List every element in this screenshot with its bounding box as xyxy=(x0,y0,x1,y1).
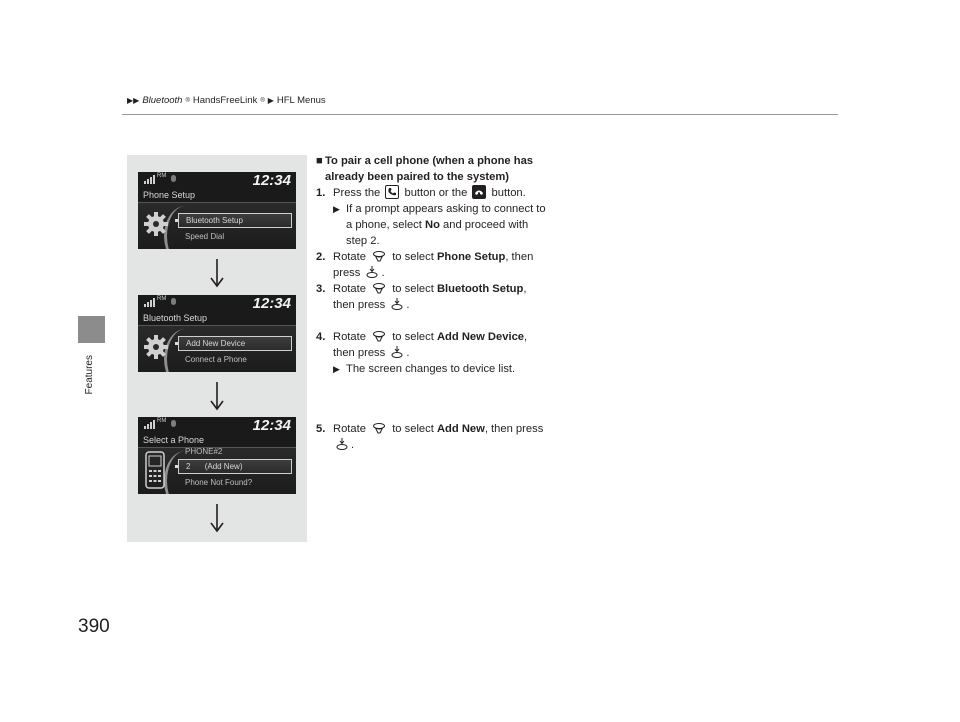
registered-mark: ® xyxy=(260,97,265,104)
selector-knob-icon xyxy=(372,281,386,295)
chevron-right-icon: ▶ xyxy=(333,204,340,214)
status-bar xyxy=(144,420,176,429)
clock: 12:34 xyxy=(252,295,291,312)
breadcrumb-bluetooth: Bluetooth xyxy=(142,95,183,106)
step-text: Rotate xyxy=(333,331,366,343)
step-bold: Phone Setup xyxy=(436,251,506,263)
step-4 xyxy=(316,329,576,361)
step-text: , then press xyxy=(484,423,544,435)
press-knob-icon xyxy=(366,265,378,279)
down-arrow-icon xyxy=(209,381,225,411)
clock: 12:34 xyxy=(252,417,291,434)
selector-knob-icon xyxy=(372,329,386,343)
illustration-panel xyxy=(127,155,307,542)
rm-label: RM xyxy=(157,296,167,302)
chevron-right-icon: ▶ xyxy=(333,364,340,374)
step-text: then press xyxy=(333,299,386,311)
menu-item[interactable]: PHONE#2 xyxy=(185,447,223,456)
step-2 xyxy=(316,249,576,281)
step-text: then press xyxy=(333,347,386,359)
screen-bluetooth-setup xyxy=(138,295,296,372)
menu-item-selected[interactable]: Bluetooth Setup xyxy=(178,213,292,228)
breadcrumb-arrow-icon: ▶ xyxy=(267,96,274,105)
pick-up-button-icon xyxy=(472,185,486,199)
note-text: and proceed with xyxy=(443,219,529,231)
bluetooth-icon xyxy=(171,420,176,427)
step-1-note xyxy=(316,201,576,249)
heading-line: already been paired to the system) xyxy=(325,171,510,183)
step-text: , then xyxy=(505,251,534,263)
step-text: to select xyxy=(392,251,434,263)
page-number: 390 xyxy=(78,616,110,637)
menu-item-selected[interactable] xyxy=(178,459,292,474)
step-text: to select xyxy=(392,331,434,343)
screen-select-a-phone xyxy=(138,417,296,494)
step-text: . xyxy=(406,347,410,359)
signal-icon xyxy=(144,298,155,307)
step-text: button or the xyxy=(404,187,468,199)
screen-title: Phone Setup xyxy=(143,190,196,200)
breadcrumb-arrow-icon: ▶▶ xyxy=(127,96,140,105)
header-rule xyxy=(122,114,838,115)
screen-title: Bluetooth Setup xyxy=(143,313,208,323)
phone-button-icon xyxy=(385,185,399,199)
menu-item-number: 2 xyxy=(186,462,191,471)
breadcrumb xyxy=(127,95,326,106)
screen-title: Select a Phone xyxy=(143,435,205,445)
menu-item-label: (Add New) xyxy=(204,462,243,471)
spacer xyxy=(316,313,576,329)
down-arrow-icon xyxy=(209,258,225,288)
note-text: If a prompt appears asking to connect to xyxy=(346,203,546,215)
step-3 xyxy=(316,281,576,313)
step-number: 1. xyxy=(316,187,326,199)
step-number: 4. xyxy=(316,331,326,343)
menu-item[interactable]: Connect a Phone xyxy=(185,355,247,364)
press-knob-icon xyxy=(391,297,403,311)
step-text: . xyxy=(351,439,355,451)
bluetooth-icon xyxy=(171,175,176,182)
breadcrumb-hfl-menus: HFL Menus xyxy=(276,95,326,106)
step-text: Rotate xyxy=(333,283,366,295)
signal-icon xyxy=(144,175,155,184)
step-text: . xyxy=(406,299,410,311)
step-number: 5. xyxy=(316,423,326,435)
section-label: Features xyxy=(84,355,95,395)
step-bold: Add New Device xyxy=(436,331,525,343)
square-bullet-icon: ■ xyxy=(316,155,323,167)
step-text: . xyxy=(381,267,385,279)
registered-mark: ® xyxy=(185,97,190,104)
note-text: step 2. xyxy=(346,235,380,247)
signal-icon xyxy=(144,420,155,429)
step-number: 3. xyxy=(316,283,326,295)
section-heading xyxy=(316,153,576,185)
step-text: Rotate xyxy=(333,251,366,263)
step-text: , xyxy=(523,283,527,295)
rm-label: RM xyxy=(157,418,167,424)
step-5 xyxy=(316,421,576,453)
note-bold: No xyxy=(425,219,440,231)
menu-item-selected[interactable]: Add New Device xyxy=(178,336,292,351)
step-text: button. xyxy=(491,187,526,199)
step-text: to select xyxy=(392,283,434,295)
section-tab xyxy=(78,316,105,343)
step-1 xyxy=(316,185,576,201)
step-text: Rotate xyxy=(333,423,366,435)
menu-item[interactable]: Speed Dial xyxy=(185,232,225,241)
note-text: a phone, select xyxy=(346,219,422,231)
menu-item[interactable]: Phone Not Found? xyxy=(185,478,253,487)
rm-label: RM xyxy=(157,173,167,179)
selector-knob-icon xyxy=(372,421,386,435)
gear-icon xyxy=(142,210,170,238)
step-4-note xyxy=(316,361,576,377)
step-text: , xyxy=(524,331,528,343)
step-bold: Add New xyxy=(436,423,485,435)
cellphone-icon xyxy=(144,451,166,489)
heading-line: To pair a cell phone (when a phone has xyxy=(325,155,534,167)
bluetooth-icon xyxy=(171,298,176,305)
status-bar xyxy=(144,175,176,184)
gear-icon xyxy=(142,333,170,361)
status-bar xyxy=(144,298,176,307)
screen-phone-setup xyxy=(138,172,296,249)
step-bold: Bluetooth Setup xyxy=(436,283,524,295)
instructions xyxy=(316,153,576,453)
note-text: The screen changes to device list. xyxy=(346,363,516,375)
press-knob-icon xyxy=(336,437,348,451)
press-knob-icon xyxy=(391,345,403,359)
step-text: Press the xyxy=(333,187,381,199)
spacer xyxy=(316,377,576,421)
down-arrow-icon xyxy=(209,503,225,533)
step-text: to select xyxy=(392,423,434,435)
selector-knob-icon xyxy=(372,249,386,263)
step-number: 2. xyxy=(316,251,326,263)
clock: 12:34 xyxy=(252,172,291,189)
step-text: press xyxy=(333,267,361,279)
breadcrumb-handsfreelink: HandsFreeLink xyxy=(192,95,258,106)
